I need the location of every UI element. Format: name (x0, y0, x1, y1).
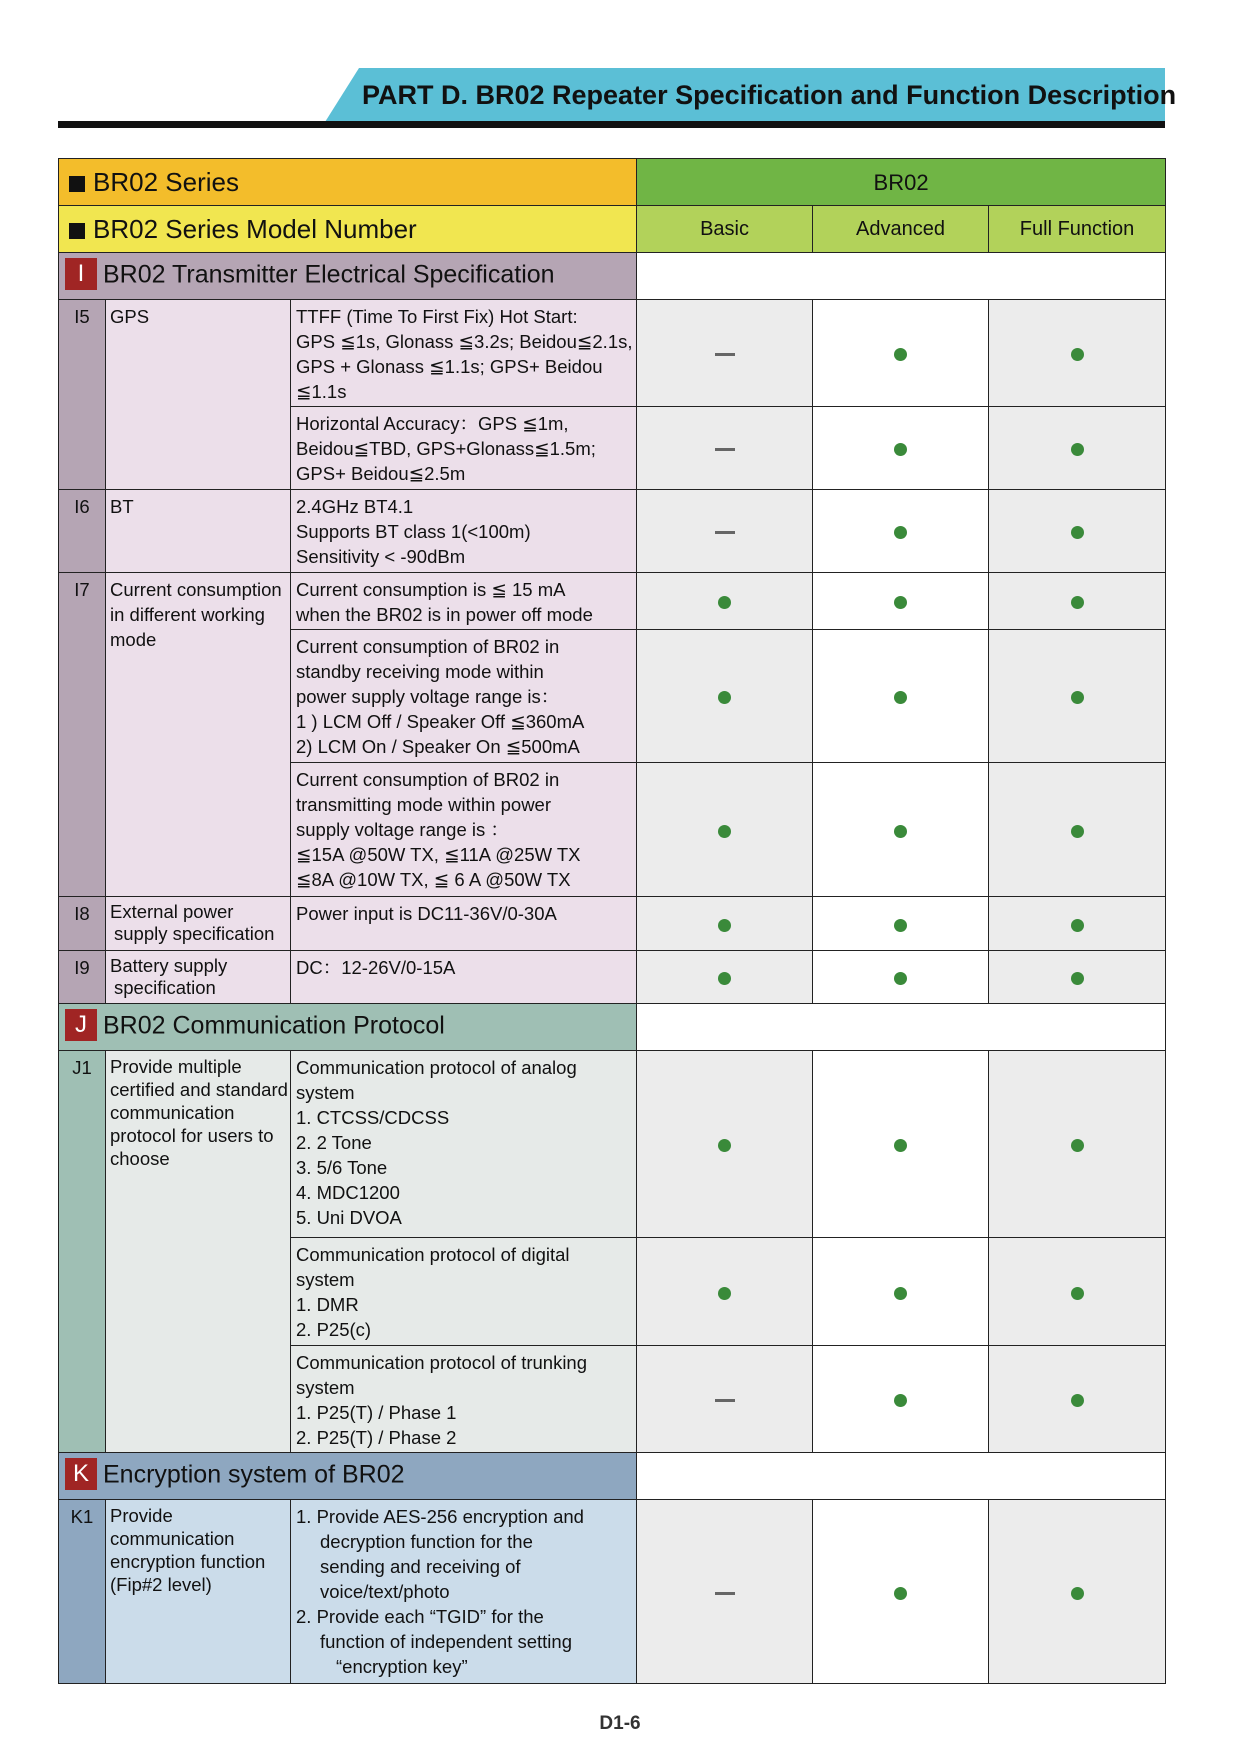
spec-description (291, 1051, 637, 1238)
available-dot-icon (1071, 596, 1084, 609)
feature-line: Battery supply (110, 955, 228, 976)
table-row (59, 300, 1166, 407)
section-letter-badge: I (65, 258, 97, 290)
section-i-title: BR02 Transmitter Electrical Specification (103, 260, 555, 289)
not-available-dash-icon (715, 1399, 735, 1402)
desc-line: ≦15A @50W TX, ≦11A @25W TX (296, 844, 581, 865)
desc-line: 3. 5/6 Tone (296, 1157, 388, 1178)
mark-full (989, 1051, 1166, 1238)
desc-line: system (296, 1082, 355, 1103)
page-number: D1-6 (599, 1713, 641, 1734)
desc-line: 2. P25(T) / Phase 2 (296, 1427, 457, 1448)
product-name: BR02 (637, 159, 1166, 206)
mark-basic (637, 407, 813, 490)
feature-name: BT (106, 490, 291, 573)
spec-description (291, 763, 637, 897)
available-dot-icon (718, 825, 731, 838)
table-row (59, 897, 1166, 951)
desc-line: 1. DMR (296, 1294, 359, 1315)
not-available-dash-icon (715, 1592, 735, 1595)
mark-advanced (813, 407, 989, 490)
mark-advanced (813, 300, 989, 407)
section-k-header (59, 1453, 1166, 1500)
mark-basic (637, 490, 813, 573)
desc-line: 2) LCM On / Speaker On ≦500mA (296, 736, 580, 757)
desc-line: when the BR02 is in power off mode (296, 604, 593, 625)
spec-table (58, 158, 1166, 1684)
desc-line: Current consumption of BR02 in (296, 769, 560, 790)
available-dot-icon (894, 596, 907, 609)
desc-line: GPS+ Beidou≦2.5m (296, 463, 466, 484)
mark-basic (637, 300, 813, 407)
desc-line: ≦8A @10W TX, ≦ 6 A @50W TX (296, 869, 571, 890)
desc-line: function of independent setting (320, 1631, 572, 1652)
desc-line: sending and receiving of (320, 1556, 521, 1577)
available-dot-icon (1071, 1287, 1084, 1300)
model-row (59, 206, 1166, 253)
section-j-title: BR02 Communication Protocol (103, 1011, 445, 1040)
available-dot-icon (894, 1394, 907, 1407)
version-advanced: Advanced (813, 206, 989, 253)
desc-line: 1. P25(T) / Phase 1 (296, 1402, 457, 1423)
desc-line: 2. 2 Tone (296, 1132, 372, 1153)
desc-line: GPS ≦1s, Glonass ≦3.2s; Beidou≦2.1s, (296, 331, 633, 352)
row-number: I8 (59, 897, 106, 951)
table-row (59, 490, 1166, 573)
desc-line: power supply voltage range is： (296, 686, 560, 707)
mark-basic (637, 573, 813, 630)
mark-full (989, 897, 1166, 951)
desc-line: “encryption key” (336, 1656, 468, 1677)
series-row (59, 159, 1166, 206)
desc-line: 2.4GHz BT4.1 (296, 496, 414, 517)
mark-basic (637, 630, 813, 763)
mark-full (989, 951, 1166, 1004)
table-row (59, 951, 1166, 1004)
desc-line: ≦1.1s (296, 381, 347, 402)
available-dot-icon (718, 972, 731, 985)
available-dot-icon (1071, 825, 1084, 838)
mark-full (989, 1346, 1166, 1453)
version-full-function: Full Function (989, 206, 1166, 253)
feature-name: Current consumption in different working mode (106, 573, 291, 897)
spec-description (291, 573, 637, 630)
available-dot-icon (1071, 1587, 1084, 1600)
mark-full (989, 300, 1166, 407)
available-dot-icon (894, 691, 907, 704)
mark-basic (637, 951, 813, 1004)
available-dot-icon (718, 1287, 731, 1300)
spec-description (291, 300, 637, 407)
available-dot-icon (1071, 972, 1084, 985)
mark-advanced (813, 763, 989, 897)
available-dot-icon (894, 919, 907, 932)
section-letter-badge: J (65, 1009, 97, 1041)
desc-line: Horizontal Accuracy：GPS ≦1m, (296, 413, 569, 434)
row-number: I6 (59, 490, 106, 573)
available-dot-icon (1071, 526, 1084, 539)
section-j-header (59, 1004, 1166, 1051)
desc-line: Current consumption is ≦ 15 mA (296, 579, 566, 600)
feature-line: supply specification (114, 923, 275, 944)
not-available-dash-icon (715, 353, 735, 356)
row-number: I7 (59, 573, 106, 897)
section-i-header (59, 253, 1166, 300)
mark-advanced (813, 951, 989, 1004)
mark-full (989, 573, 1166, 630)
desc-line: Sensitivity < -90dBm (296, 546, 466, 567)
page-title: PART D. BR02 Repeater Specification and Function Description (362, 80, 1177, 110)
square-bullet-icon (69, 223, 85, 239)
mark-full (989, 1500, 1166, 1684)
desc-line: 1. Provide AES-256 encryption and (296, 1506, 584, 1527)
spec-description (291, 1346, 637, 1453)
table-row (59, 573, 1166, 630)
section-blank (637, 1004, 1166, 1051)
section-blank (637, 1453, 1166, 1500)
desc-line: Beidou≦TBD, GPS+Glonass≦1.5m; (296, 438, 596, 459)
mark-advanced (813, 897, 989, 951)
row-number: I9 (59, 951, 106, 1004)
available-dot-icon (1071, 443, 1084, 456)
mark-basic (637, 1051, 813, 1238)
desc-line: decryption function for the (320, 1531, 533, 1552)
available-dot-icon (718, 1139, 731, 1152)
row-number: I5 (59, 300, 106, 490)
not-available-dash-icon (715, 448, 735, 451)
mark-full (989, 1238, 1166, 1346)
mark-advanced (813, 630, 989, 763)
mark-full (989, 407, 1166, 490)
desc-line: supply voltage range is ： (296, 819, 509, 840)
section-letter-badge: K (65, 1458, 97, 1490)
available-dot-icon (718, 919, 731, 932)
section-i-title-cell (59, 253, 637, 300)
available-dot-icon (894, 1587, 907, 1600)
desc-line: 2. P25(c) (296, 1319, 372, 1340)
table-row (59, 1500, 1166, 1684)
spec-description (291, 630, 637, 763)
mark-full (989, 490, 1166, 573)
spec-description (291, 897, 637, 951)
desc-line: Supports BT class 1(<100m) (296, 521, 531, 542)
header-rule (58, 121, 1165, 128)
model-label: BR02 Series Model Number (93, 213, 417, 244)
available-dot-icon (894, 1139, 907, 1152)
desc-line: GPS + Glonass ≦1.1s; GPS+ Beidou (296, 356, 603, 377)
spec-description (291, 1238, 637, 1346)
feature-name: Provide multiple certified and standard communication protocol for users to choose (106, 1051, 291, 1453)
feature-name: Provide communication encryption function (Fip#2 level) (106, 1500, 291, 1684)
feature-name: GPS (106, 300, 291, 490)
desc-line: 2. Provide each “TGID” for the (296, 1606, 544, 1627)
not-available-dash-icon (715, 531, 735, 534)
table-row (59, 1051, 1166, 1238)
feature-name (106, 951, 291, 1004)
desc-line: Communication protocol of digital (296, 1244, 570, 1265)
mark-advanced (813, 1051, 989, 1238)
desc-line: 5. Uni DVOA (296, 1207, 402, 1228)
row-number: K1 (59, 1500, 106, 1684)
mark-basic (637, 1500, 813, 1684)
desc-line: 1. CTCSS/CDCSS (296, 1107, 450, 1128)
square-bullet-icon (69, 176, 85, 192)
mark-advanced (813, 1500, 989, 1684)
spec-description (291, 951, 637, 1004)
desc-line: Communication protocol of analog (296, 1057, 577, 1078)
desc-line: Power input is DC11-36V/0-30A (296, 903, 557, 924)
desc-line: TTFF (Time To First Fix) Hot Start: (296, 306, 578, 327)
series-label: BR02 Series (93, 166, 239, 197)
section-blank (637, 253, 1166, 300)
section-k-title: Encryption system of BR02 (103, 1460, 405, 1489)
available-dot-icon (894, 443, 907, 456)
available-dot-icon (894, 348, 907, 361)
available-dot-icon (894, 1287, 907, 1300)
desc-line: system (296, 1377, 355, 1398)
available-dot-icon (894, 526, 907, 539)
mark-advanced (813, 490, 989, 573)
feature-line: specification (114, 977, 216, 998)
available-dot-icon (1071, 691, 1084, 704)
available-dot-icon (1071, 1139, 1084, 1152)
desc-line: 4. MDC1200 (296, 1182, 400, 1203)
desc-line: 1 ) LCM Off / Speaker Off ≦360mA (296, 711, 585, 732)
desc-line: transmitting mode within power (296, 794, 551, 815)
row-number: J1 (59, 1051, 106, 1453)
available-dot-icon (1071, 348, 1084, 361)
section-k-title-cell (59, 1453, 637, 1500)
mark-basic (637, 763, 813, 897)
section-j-title-cell (59, 1004, 637, 1051)
available-dot-icon (718, 596, 731, 609)
desc-line: Communication protocol of trunking (296, 1352, 588, 1373)
desc-line: system (296, 1269, 355, 1290)
mark-advanced (813, 1346, 989, 1453)
spec-description (291, 1500, 637, 1684)
desc-line: Current consumption of BR02 in (296, 636, 560, 657)
mark-basic (637, 897, 813, 951)
available-dot-icon (894, 972, 907, 985)
desc-line: DC：12-26V/0-15A (296, 957, 456, 978)
desc-line: standby receiving mode within (296, 661, 544, 682)
feature-line: External power (110, 901, 234, 922)
desc-line: voice/text/photo (320, 1581, 450, 1602)
spec-description (291, 490, 637, 573)
available-dot-icon (894, 825, 907, 838)
mark-basic (637, 1238, 813, 1346)
mark-full (989, 630, 1166, 763)
mark-basic (637, 1346, 813, 1453)
version-basic: Basic (637, 206, 813, 253)
model-label-cell (59, 206, 637, 253)
mark-advanced (813, 1238, 989, 1346)
available-dot-icon (1071, 919, 1084, 932)
mark-advanced (813, 573, 989, 630)
spec-description (291, 407, 637, 490)
mark-full (989, 763, 1166, 897)
series-label-cell (59, 159, 637, 206)
feature-name (106, 897, 291, 951)
available-dot-icon (1071, 1394, 1084, 1407)
available-dot-icon (718, 691, 731, 704)
